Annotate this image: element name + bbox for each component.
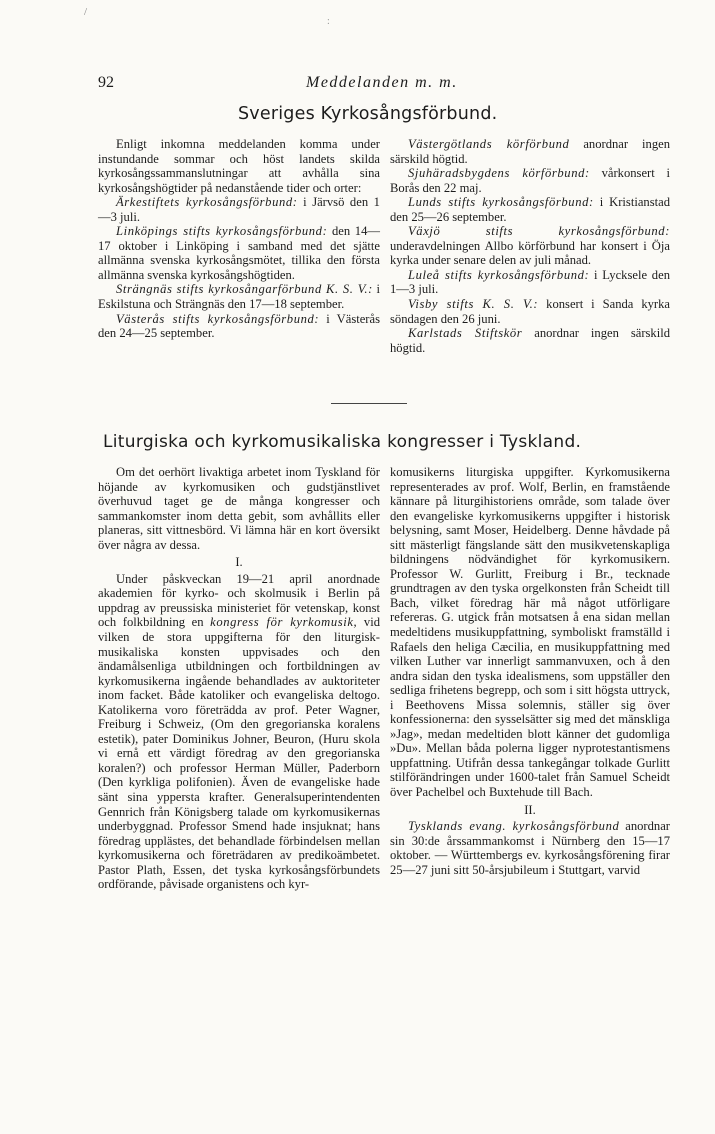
- entry-text: underavdelningen Allbo körförbund har konsert i Öja kyrka under senare delen av juli månad.: [390, 238, 670, 268]
- part-label: II.: [524, 802, 536, 817]
- entry: [390, 224, 670, 268]
- entry-name: Västergötlands körförbund: [408, 137, 570, 151]
- entry: [98, 282, 380, 311]
- entry: [390, 326, 670, 355]
- entry-text: anordnar ingen särskild högtid.: [390, 326, 671, 355]
- entry-name: Lunds stifts kyrkosångsförbund:: [408, 195, 594, 210]
- part2-text: anordnar sin 30:de årssammankomst i Nürnberg den 15—17 oktober. — Württembergs ev. kyrkosångsförening firar 25—27 juni sitt 50-årsjubileum i Stuttgart, varvid: [390, 819, 670, 877]
- entry-text: konsert i Sanda kyrka söndagen den 26 juni.: [390, 297, 671, 326]
- entry-name: Ärkestiftets kyrkosångsförbund:: [116, 195, 298, 210]
- entry-text: i Kristianstad den 25—26 september.: [390, 195, 671, 224]
- entry: [390, 268, 670, 297]
- entry: [390, 195, 670, 224]
- entry-text: i Lycksele den 1—3 juli.: [390, 267, 670, 297]
- section1-left-column: [98, 137, 380, 341]
- entry-name: Karlstads Stiftskör: [408, 326, 523, 341]
- entry-text: i Järvsö den 1—3 juli.: [98, 195, 380, 224]
- stray-dot: :: [327, 16, 330, 27]
- entry: [390, 297, 670, 326]
- entry-name: Linköpings stifts kyrkosångsförbund:: [116, 224, 328, 239]
- entry-name: Visby stifts K. S. V.:: [408, 297, 539, 312]
- section2-heading: Liturgiska och kyrkomusikaliska kongresser i Tyskland.: [103, 432, 582, 452]
- entry-name: Västerås stifts kyrkosångsförbund:: [116, 311, 320, 326]
- section2-intro: Om det oerhört livaktiga arbetet inom Tyskland för höjande av kyrkomusiken och gudstjänstlivet överhuvud taget ge de många kongresser och sammankomster inom detta gebit, som avhållits eller planeras, sitt vittnesbörd. Vi lämna här en kort översikt över några av dessa.: [98, 465, 380, 552]
- continuation-paragraph: komusikerns liturgiska uppgifter. Kyrkomusikerna representerades av prof. Wolf, Berlin, en framstående kännare på liturgihistoriens område, som talade över den evangeliske kyrkomusikerns uppgifter i historisk belysning, samt Moser, Heidelberg. Denne håvdade på sitt mästerligt fängslande sätt den musikvetenskapliga bildningens nödvändighet för kyrkomusikern. Professor W. Gurlitt, Freiburg i Br., tecknade grundtragen av den tyska orgelkonsten från Scheidt till Bach, vilket föredrag här må något utförligare refereras. G. utgick från motsatsen å ena sidan mellan medeltidens musikuppfattning, symboliskt framställd i Rafaels den heliga Cæcilia, en musikuppfattning med vilken Luther var innerligt sammanvuxen, och å den andra sidan den tyska idealismens, som uppställer den sedliga frihetens begrepp, och som i sitt högsta uttryck, i Beethovens Missa solemnis, ställer sig över konfessionerna: den sysselsätter sig med det mänskliga »Jag», medan medeltiden blott känner det gudomliga »Du». Mellan båda polerna ligger nyprotestantismens uppfattning. Utifrån dessa tankegångar tolkade Gurlitt stilförändringen under 1600-talet från Samuel Scheidt över Pachelbel och Buxtehude till Bach.: [390, 465, 670, 800]
- stray-mark: /: [84, 6, 88, 18]
- running-title: Meddelanden m. m.: [306, 74, 458, 91]
- part1-emphasis: kongress för kyrkomusik,: [210, 615, 358, 630]
- part1-text-start: Under påskveckan 19—21 april anordnade akademien för kyrko- och skolmusik i Berlin på uppdrag av preussiska ministeriet för vetenskap, konst och folkbildning en: [98, 571, 380, 630]
- section1-intro: Enligt inkomna meddelanden komma under instundande sommar och höst landets skilda kyrkosångssammanslutningar att avhålla sina kyrkosångshögtider på nedanstående tider och orter:: [98, 137, 380, 195]
- entry-name: Strängnäs stifts kyrkosångarförbund K. S. V.:: [116, 282, 373, 297]
- entry: [390, 166, 670, 195]
- entry: [98, 224, 380, 282]
- entry-text: anordnar ingen särskild högtid.: [390, 137, 670, 166]
- entry: [98, 312, 380, 341]
- section1-heading: Sveriges Kyrkosångsförbund.: [238, 104, 498, 124]
- entry-text: vårkonsert i Borås den 22 maj.: [390, 166, 670, 195]
- entry-name: Luleå stifts kyrkosångsförbund:: [408, 267, 590, 282]
- part1-text-end: vid vilken de stora uppgifterna för den liturgisk-musikaliska konsten uppvisades och den ändamålsenliga utbildningen och fortbildningen av kyrkomusikerna ingående behandlades av auktoriteter inom facket. Både katoliker och evangeliska deltogo. Katolikerna voro företrädda av prof. Peter Wagner, Freiburg i Schweiz, (Om den gregorianska koralens estetik), pater Dominikus Johner, Beuron, (Huru skola vi ernå ett värdigt föredrag av den gregorianska koralen?) och professor Herman Müller, Paderborn (Den kyrkliga polifonien). Även de evangeliske hade sänt sina yppersta krafter. Generalsuperintendenten Gennrich från Königsberg talade om kyrkomusikernas underbyggnad. Professor Smend hade insjuknat; hans föredrag upplästes, det behandlade förbindelsen mellan kyrkomusikerna och företrädaren av predikoämbetet. Pastor Plath, Essen, det tyska kyrkosångsförbundets ordförande, påvisade organistens och kyr-: [98, 615, 380, 892]
- page-number: 92: [98, 74, 114, 91]
- section2-right-column: [390, 465, 670, 877]
- section-divider: [331, 403, 407, 404]
- entry: [98, 195, 380, 224]
- part2-paragraph: [390, 819, 670, 877]
- entry-name: Växjö stifts kyrkosångsförbund:: [408, 224, 670, 239]
- entry: [390, 137, 670, 166]
- entry-name: Sjuhäradsbygdens körförbund:: [408, 166, 590, 181]
- part1-paragraph: [98, 572, 380, 892]
- entry-text: i Eskilstuna och Strängnäs den 17—18 september.: [98, 282, 380, 312]
- entry-text: i Västerås den 24—25 september.: [98, 311, 380, 341]
- page-header: [98, 74, 618, 96]
- section1-right-column: [390, 137, 670, 355]
- section2-left-column: [98, 465, 380, 892]
- part2-emphasis: Tysklands evang. kyrkosångsförbund: [408, 819, 620, 834]
- part-label: I.: [235, 555, 243, 570]
- entry-text: den 14—17 oktober i Linköping i samband med det sjätte allmänna svenska kyrkosångsmötet, tillika den första allmänna svenska kyrkosångshögtiden.: [98, 224, 380, 282]
